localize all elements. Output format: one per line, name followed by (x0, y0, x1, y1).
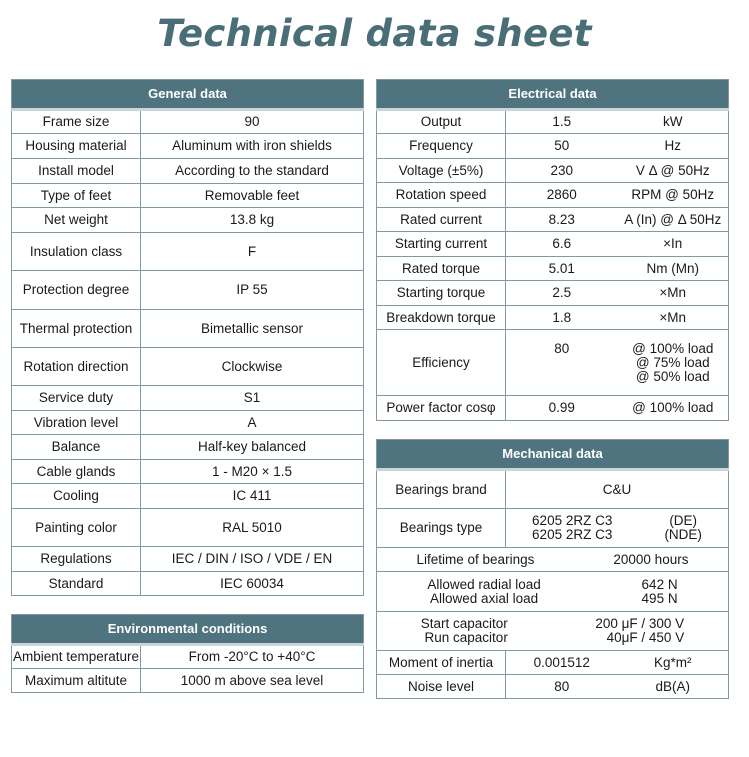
general-row (12, 484, 364, 509)
mech-label: Lifetime of bearings (416, 551, 535, 567)
mech-row-inertia (377, 651, 729, 675)
general-row (12, 310, 364, 348)
general-label: Service duty (12, 386, 141, 411)
mech-value: C&U (506, 470, 729, 509)
mech-value: 80 (506, 675, 618, 699)
electrical-row (377, 281, 729, 306)
electrical-row (377, 183, 729, 208)
general-data-table (11, 79, 364, 596)
general-label: Type of feet (12, 184, 141, 208)
general-row (12, 159, 364, 184)
electrical-label: Efficiency (377, 330, 506, 396)
general-label: Frame size (12, 110, 141, 134)
electrical-value: 230 (506, 159, 618, 183)
mech-unit: dB(A) (618, 675, 729, 699)
electrical-row (377, 396, 729, 421)
mech-unit: (DE) (NDE) (664, 513, 702, 542)
general-label: Regulations (12, 547, 141, 572)
electrical-value: 80 (506, 330, 618, 396)
electrical-unit: A (In) @ Δ 50Hz (618, 208, 729, 232)
electrical-row (377, 110, 729, 134)
general-row (12, 509, 364, 547)
general-value: Clockwise (141, 348, 364, 386)
electrical-label: Power factor cosφ (377, 396, 506, 421)
general-row (12, 547, 364, 572)
general-value: S1 (141, 386, 364, 411)
general-row (12, 411, 364, 435)
electrical-value: 8.23 (506, 208, 618, 232)
page-title: Technical data sheet (157, 12, 592, 55)
general-row (12, 184, 364, 208)
general-label: Housing material (12, 134, 141, 159)
environmental-value: From -20°C to +40°C (141, 645, 364, 669)
general-value: Removable feet (141, 184, 364, 208)
electrical-value: 50 (506, 134, 618, 159)
environmental-body (12, 645, 364, 693)
electrical-value: 1.8 (506, 306, 618, 330)
electrical-row (377, 257, 729, 281)
general-data-heading: General data (12, 80, 364, 110)
electrical-value: 2.5 (506, 281, 618, 306)
general-label: Vibration level (12, 411, 141, 435)
mech-value: 0.001512 (506, 651, 618, 675)
electrical-unit: ×Mn (618, 306, 729, 330)
electrical-row (377, 159, 729, 183)
general-value: According to the standard (141, 159, 364, 184)
environmental-label: Maximum altitute (12, 669, 141, 693)
mech-label: Moment of inertia (377, 651, 506, 675)
electrical-unit: @ 100% load @ 75% load @ 50% load (618, 330, 729, 396)
general-label: Protection degree (12, 271, 141, 310)
electrical-data-body (377, 110, 729, 421)
general-label: Painting color (12, 509, 141, 547)
general-row (12, 460, 364, 484)
environmental-row (12, 645, 364, 669)
general-value: Aluminum with iron shields (141, 134, 364, 159)
mech-row-loads (377, 572, 729, 612)
mech-value: 200 μF / 300 V 40μF / 450 V (595, 616, 685, 645)
environmental-value: 1000 m above sea level (141, 669, 364, 693)
mechanical-data-table (376, 439, 729, 699)
general-value: IEC 60034 (141, 572, 364, 596)
electrical-label: Voltage (±5%) (377, 159, 506, 183)
mech-row-capacitors (377, 612, 729, 651)
electrical-unit: V Δ @ 50Hz (618, 159, 729, 183)
electrical-unit: Nm (Mn) (618, 257, 729, 281)
electrical-label: Rated torque (377, 257, 506, 281)
general-label: Thermal protection (12, 310, 141, 348)
general-label: Net weight (12, 208, 141, 233)
electrical-row (377, 208, 729, 232)
mech-row-noise (377, 675, 729, 699)
electrical-unit: @ 100% load (618, 396, 729, 421)
electrical-value: 6.6 (506, 232, 618, 257)
mech-value: 642 N 495 N (641, 576, 678, 606)
electrical-row (377, 306, 729, 330)
general-label: Install model (12, 159, 141, 184)
general-label: Insulation class (12, 233, 141, 271)
general-row (12, 386, 364, 411)
mech-unit: Kg*m² (618, 651, 729, 675)
general-value: IC 411 (141, 484, 364, 509)
electrical-row (377, 232, 729, 257)
general-row (12, 233, 364, 271)
general-label: Rotation direction (12, 348, 141, 386)
mech-value-cell (377, 612, 729, 651)
general-row (12, 208, 364, 233)
general-row (12, 110, 364, 134)
electrical-label: Starting torque (377, 281, 506, 306)
general-row (12, 271, 364, 310)
electrical-unit: Hz (618, 134, 729, 159)
general-value: 13.8 kg (141, 208, 364, 233)
electrical-value: 2860 (506, 183, 618, 208)
electrical-value: 5.01 (506, 257, 618, 281)
general-value: Bimetallic sensor (141, 310, 364, 348)
mech-label: Bearings type (377, 509, 506, 548)
environmental-label: Ambient temperature (12, 645, 141, 669)
general-label: Cable glands (12, 460, 141, 484)
environmental-row (12, 669, 364, 693)
mech-value-cell (377, 548, 729, 572)
general-value: Half-key balanced (141, 435, 364, 460)
electrical-label: Frequency (377, 134, 506, 159)
general-label: Standard (12, 572, 141, 596)
general-value: RAL 5010 (141, 509, 364, 547)
electrical-data-table (376, 79, 729, 421)
electrical-label: Rotation speed (377, 183, 506, 208)
environmental-heading: Environmental conditions (12, 615, 364, 645)
general-row (12, 435, 364, 460)
general-data-body (12, 110, 364, 596)
mech-row-bearings-type (377, 509, 729, 548)
general-label: Balance (12, 435, 141, 460)
general-row (12, 134, 364, 159)
general-row (12, 572, 364, 596)
electrical-unit: ×Mn (618, 281, 729, 306)
general-value: F (141, 233, 364, 271)
mech-label: Bearings brand (377, 470, 506, 509)
general-row (12, 348, 364, 386)
electrical-unit: ×In (618, 232, 729, 257)
mech-label: Noise level (377, 675, 506, 699)
mech-label: Start capacitor Run capacitor (420, 616, 508, 645)
general-value: 90 (141, 110, 364, 134)
electrical-label: Output (377, 110, 506, 134)
mech-label: Allowed radial load Allowed axial load (427, 576, 541, 606)
general-value: IP 55 (141, 271, 364, 310)
mech-value: 6205 2RZ C3 6205 2RZ C3 (532, 513, 613, 542)
electrical-value: 1.5 (506, 110, 618, 134)
general-value: 1 - M20 × 1.5 (141, 460, 364, 484)
mech-value-cell (506, 509, 729, 548)
mechanical-data-heading: Mechanical data (377, 440, 729, 470)
electrical-data-heading: Electrical data (377, 80, 729, 110)
general-value: A (141, 411, 364, 435)
electrical-value: 0.99 (506, 396, 618, 421)
electrical-row (377, 134, 729, 159)
electrical-unit: kW (618, 110, 729, 134)
electrical-label: Starting current (377, 232, 506, 257)
electrical-label: Breakdown torque (377, 306, 506, 330)
environmental-table (11, 614, 364, 693)
electrical-unit: RPM @ 50Hz (618, 183, 729, 208)
general-value: IEC / DIN / ISO / VDE / EN (141, 547, 364, 572)
mech-row-bearings-brand (377, 470, 729, 509)
mech-value-cell (377, 572, 729, 612)
electrical-label: Rated current (377, 208, 506, 232)
mech-value: 20000 hours (613, 551, 689, 567)
mech-row-lifetime (377, 548, 729, 572)
general-label: Cooling (12, 484, 141, 509)
electrical-row (377, 330, 729, 396)
